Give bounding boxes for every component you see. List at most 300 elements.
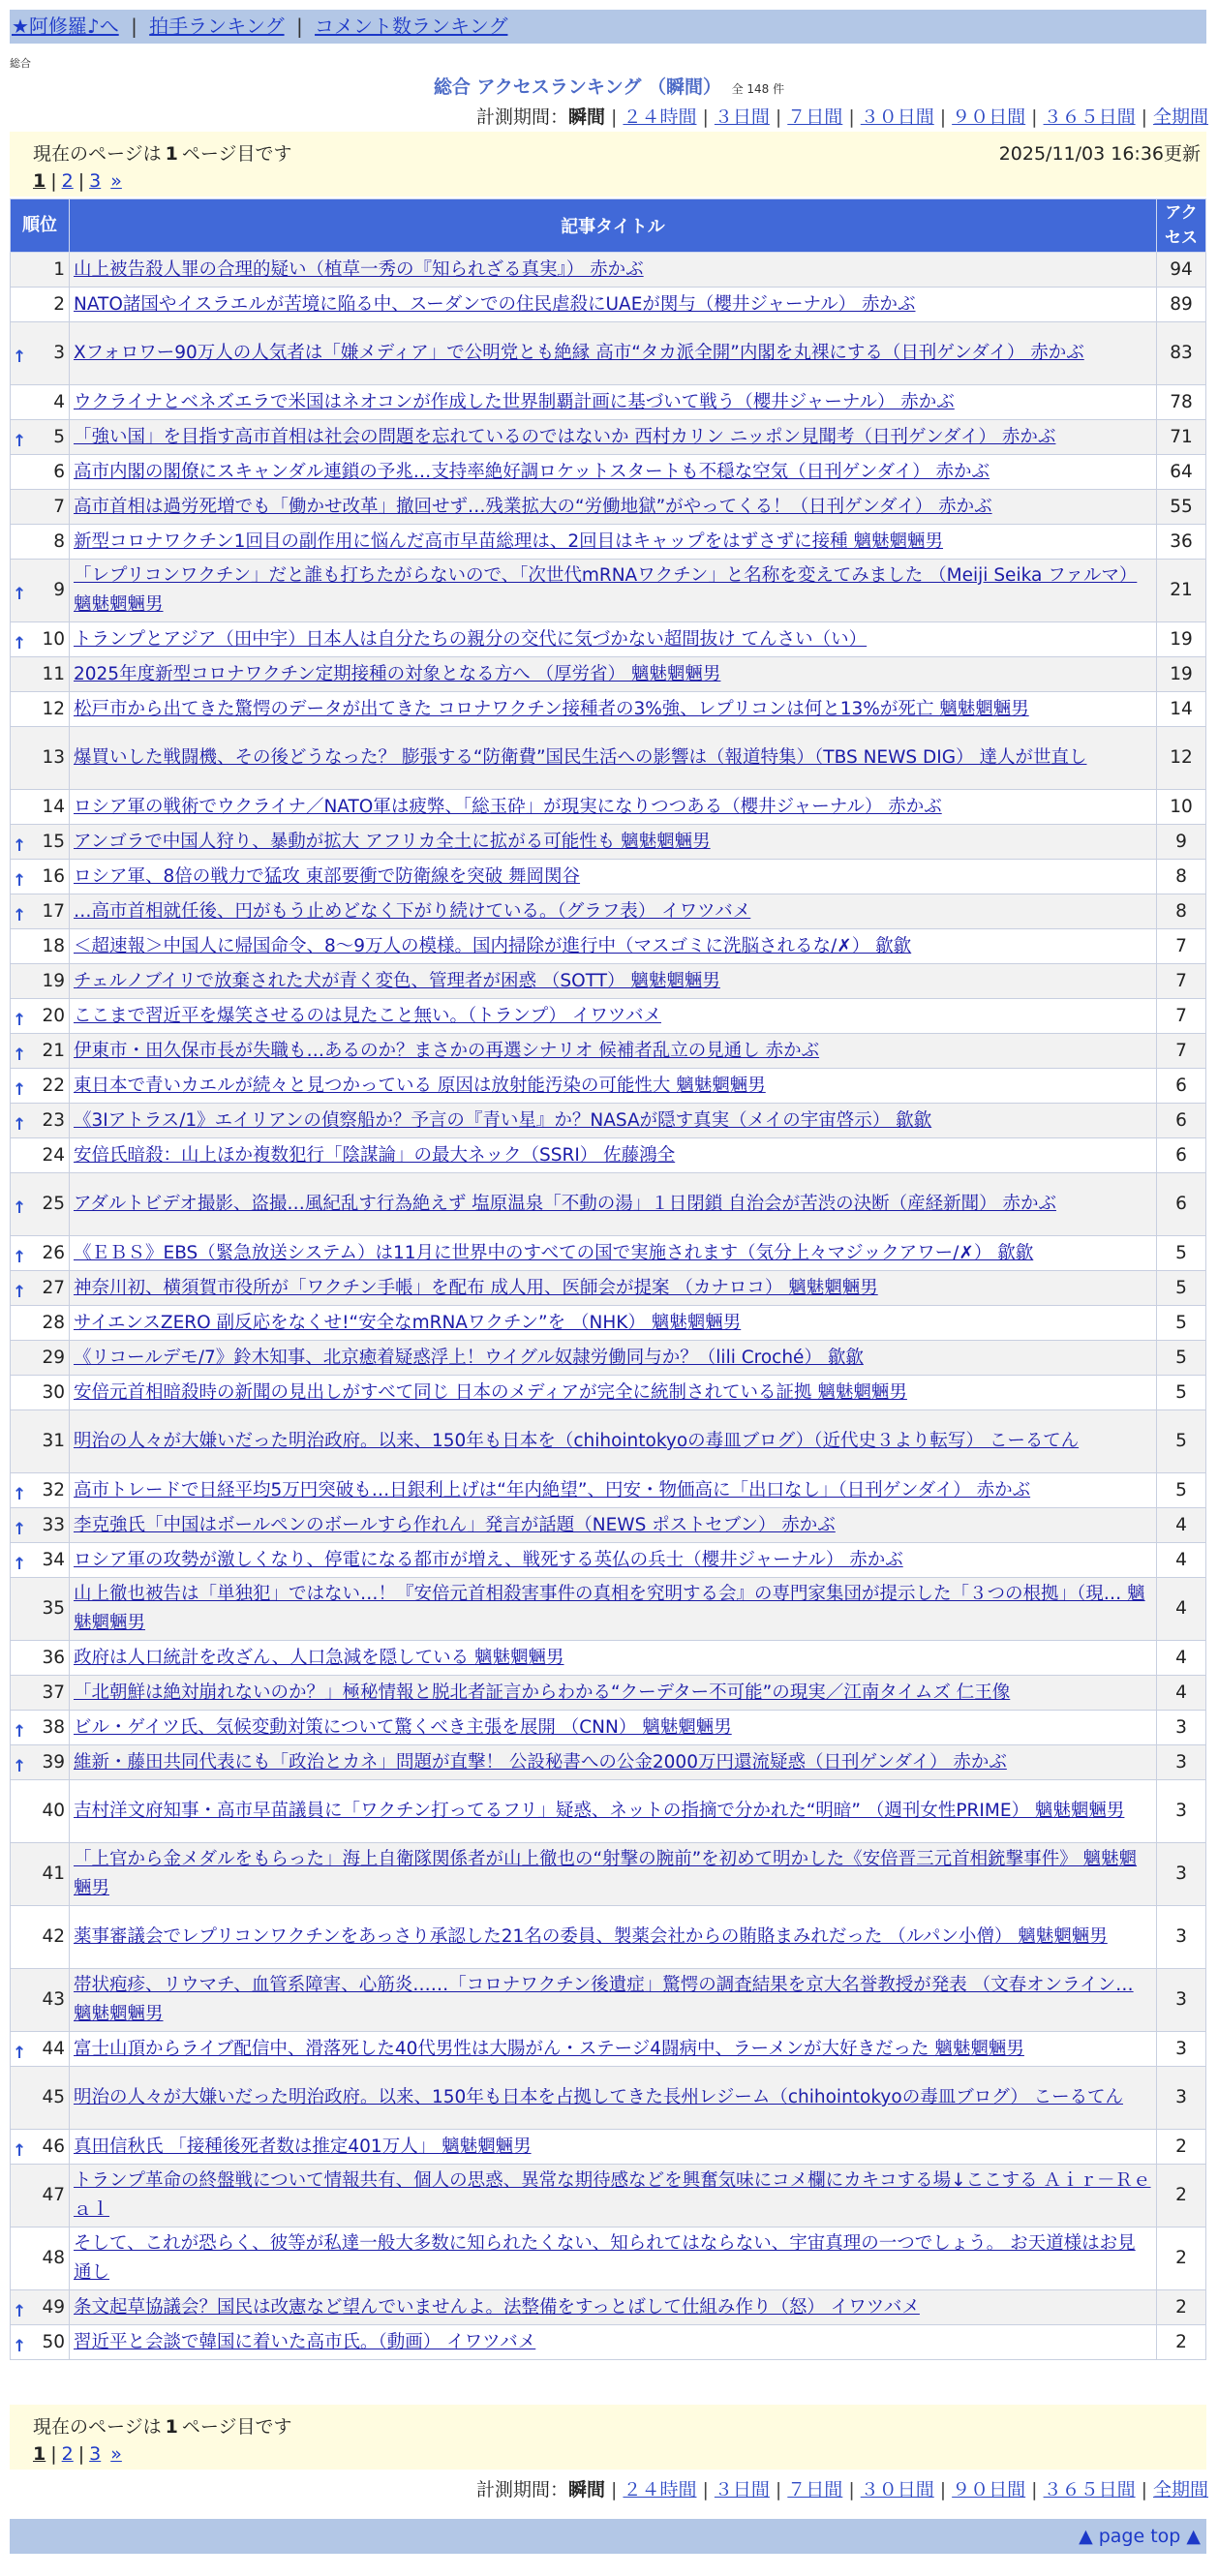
- rank-number: 4: [53, 391, 65, 412]
- table-row: [11, 1711, 1206, 1745]
- table-row: [11, 322, 1206, 385]
- access-count: 12: [1157, 727, 1206, 790]
- access-count: 71: [1157, 420, 1206, 455]
- article-link[interactable]: ここまで習近平を爆笑させるのは見たこと無い。（トランプ） イワツバメ: [74, 1005, 661, 1026]
- updated-timestamp: 2025/11/03 16:36更新: [998, 143, 1201, 165]
- access-count: 89: [1157, 288, 1206, 322]
- title-cell: [70, 2165, 1157, 2227]
- rank-number: 10: [42, 628, 65, 650]
- rank-number: 6: [53, 461, 65, 482]
- article-link[interactable]: 高市トレードで日経平均5万円突破も…日銀利上げは“年内絶望”、円安・物価高に「出口なし」（日刊ゲンダイ） 赤かぶ: [74, 1479, 1031, 1500]
- period-separator: |: [1031, 106, 1038, 128]
- rank-cell: [11, 825, 70, 860]
- access-count: 2: [1157, 2165, 1206, 2227]
- article-link[interactable]: トランプ革命の終盤戦について情報共有、個人の思惑、異常な期待感などを興奮気味にコメ欄にカキコする場↓ここする Ａｉｒ－Ｒｅａｌ: [74, 2170, 1151, 2220]
- table-row: [11, 1138, 1206, 1173]
- table-row: [11, 1034, 1206, 1069]
- access-count: 10: [1157, 790, 1206, 825]
- table-row: [11, 1341, 1206, 1376]
- rank-cell: [11, 1341, 70, 1376]
- title-cell: [70, 1676, 1157, 1711]
- article-link[interactable]: 「レプリコンワクチン」だと誰も打ちたがらないので、「次世代mRNAワクチン」と名称を変えてみました （Meiji Seika ファルマ） 魑魅魍魎男: [74, 565, 1138, 615]
- table-row: [11, 657, 1206, 692]
- period-separator: |: [611, 106, 618, 128]
- rank-cell: [11, 1676, 70, 1711]
- rank-cell: [11, 622, 70, 657]
- rank-cell: [11, 1306, 70, 1341]
- period-separator: |: [939, 106, 947, 128]
- rank-number: 38: [42, 1716, 65, 1738]
- period-selector: [476, 103, 1208, 129]
- rank-number: 42: [42, 1926, 65, 1947]
- rank-cell: [11, 322, 70, 385]
- rank-up-arrow-icon: ↑: [13, 2140, 27, 2161]
- access-count: 6: [1157, 1173, 1206, 1236]
- table-row: [11, 1271, 1206, 1306]
- rank-up-arrow-icon: ↑: [13, 1247, 27, 1267]
- article-link[interactable]: 維新・藤田共同代表にも「政治とカネ」問題が直撃！ 公設秘書への公金2000万円還流疑惑（日刊ゲンダイ） 赤かぶ: [74, 1751, 1007, 1773]
- rank-number: 31: [42, 1431, 65, 1451]
- rank-cell: [11, 288, 70, 322]
- access-count: 3: [1157, 1906, 1206, 1969]
- access-count: 3: [1157, 2067, 1206, 2130]
- period-current: 瞬間: [568, 2479, 606, 2500]
- period-link[interactable]: ３日間: [714, 106, 770, 128]
- table-row: [11, 420, 1206, 455]
- period-separator: |: [1031, 2479, 1038, 2500]
- period-selector-bottom: [476, 2475, 1208, 2501]
- rank-up-arrow-icon: ↑: [13, 1282, 27, 1302]
- period-link[interactable]: ７日間: [787, 2479, 843, 2500]
- rank-number: 43: [42, 1989, 65, 2010]
- access-count: 7: [1157, 964, 1206, 999]
- rank-cell: [11, 1069, 70, 1104]
- access-count: 6: [1157, 1104, 1206, 1138]
- rank-number: 13: [42, 747, 65, 768]
- table-row: [11, 1508, 1206, 1543]
- rank-up-arrow-icon: ↑: [13, 1010, 27, 1030]
- pager-current-page: 1: [33, 170, 46, 192]
- article-link[interactable]: 伊東市・田久保市長が失職も…あるのか？まさかの再選シナリオ 候補者乱立の見通し 赤かぶ: [74, 1040, 820, 1061]
- table-row: [11, 1473, 1206, 1508]
- title-cell: [70, 727, 1157, 790]
- pagination: [33, 2443, 122, 2465]
- table-row: [11, 1745, 1206, 1780]
- title-cell: [70, 2325, 1157, 2360]
- article-link[interactable]: ウクライナとベネズエラで米国はネオコンが作成した世界制覇計画に基づいて戦う（櫻井ジャーナル） 赤かぶ: [74, 391, 955, 412]
- rank-number: 25: [42, 1194, 65, 1214]
- title-cell: [70, 825, 1157, 860]
- title-cell: [70, 420, 1157, 455]
- period-link[interactable]: ２４時間: [623, 2479, 697, 2500]
- table-row: [11, 1104, 1206, 1138]
- article-link[interactable]: 習近平と会談で韓国に着いた高市氏。（動画） イワツバメ: [74, 2331, 536, 2352]
- article-link[interactable]: 2025年度新型コロナワクチン定期接種の対象となる方へ （厚労省） 魑魅魍魎男: [74, 663, 721, 684]
- rank-cell: [11, 253, 70, 288]
- rank-number: 35: [42, 1598, 65, 1619]
- pager-next-link[interactable]: »: [110, 2443, 122, 2465]
- title-cell: [70, 1473, 1157, 1508]
- table-row: [11, 1843, 1206, 1906]
- rank-up-arrow-icon: ↑: [13, 2043, 27, 2063]
- access-count: 4: [1157, 1578, 1206, 1641]
- rank-cell: [11, 385, 70, 420]
- table-row: [11, 1236, 1206, 1271]
- title-cell: [70, 860, 1157, 894]
- rank-cell: [11, 455, 70, 490]
- article-link[interactable]: 松戸市から出てきた驚愕のデータが出てきた コロナワクチン接種者の3%強、レプリコンは何と13%が死亡 魑魅魍魎男: [74, 698, 1029, 719]
- rank-cell: [11, 1969, 70, 2032]
- ranking-heading: 総合 アクセスランキング （瞬間）: [433, 76, 721, 98]
- table-row: [11, 2067, 1206, 2130]
- article-link[interactable]: ロシア軍の攻勢が激しくなり、停電になる都市が増え、戦死する英仏の兵士（櫻井ジャーナル） 赤かぶ: [74, 1549, 903, 1570]
- table-row: [11, 385, 1206, 420]
- rank-number: 37: [42, 1682, 65, 1703]
- rank-number: 22: [42, 1075, 65, 1096]
- article-link[interactable]: …高市首相就任後、円がもう止めどなく下がり続けている。（グラフ表） イワツバメ: [74, 900, 751, 922]
- table-row: [11, 999, 1206, 1034]
- period-link[interactable]: ３０日間: [860, 106, 934, 128]
- title-cell: [70, 455, 1157, 490]
- applause-ranking-link[interactable]: 拍手ランキング: [149, 15, 285, 38]
- pager-page-link[interactable]: 3: [89, 2443, 102, 2465]
- table-row: [11, 288, 1206, 322]
- page-number: 1: [165, 2416, 178, 2438]
- title-cell: [70, 1969, 1157, 2032]
- rank-up-arrow-icon: ↑: [13, 905, 27, 925]
- table-row: [11, 1676, 1206, 1711]
- table-row: [11, 1173, 1206, 1236]
- article-link[interactable]: 帯状疱疹、リウマチ、血管系障害、心筋炎……「コロナワクチン後遺症」驚愕の調査結果を京大名誉教授が発表 （文春オンライン… 魑魅魍魎男: [74, 1975, 1134, 2024]
- article-link[interactable]: 条文起草協議会？国民は改憲など望んでいませんよ。法整備をすっとばして仕組み作り（怒） イワツバメ: [74, 2296, 920, 2318]
- table-row: [11, 1969, 1206, 2032]
- title-cell: [70, 2032, 1157, 2067]
- period-link[interactable]: ３６５日間: [1043, 106, 1136, 128]
- article-link[interactable]: 安倍氏暗殺：山上ほか複数犯行「陰謀論」の最大ネック（SSRI） 佐藤鴻全: [74, 1144, 676, 1166]
- article-link[interactable]: ビル・ゲイツ氏、気候変動対策について驚くべき主張を展開 （CNN） 魑魅魍魎男: [74, 1716, 732, 1738]
- access-count: 3: [1157, 1780, 1206, 1843]
- pager-separator: |: [77, 170, 85, 192]
- page-text-pre: 現在のページは: [33, 143, 162, 165]
- rank-cell: [11, 929, 70, 964]
- article-link[interactable]: ロシア軍の戦術でウクライナ／NATO軍は疲弊、「総玉砕」が現実になりつつある（櫻井ジャーナル） 赤かぶ: [74, 796, 942, 817]
- table-row: [11, 2032, 1206, 2067]
- period-link[interactable]: ３日間: [714, 2479, 770, 2500]
- table-row: [11, 964, 1206, 999]
- article-link[interactable]: 政府は人口統計を改ざん、人口急減を隠している 魑魅魍魎男: [74, 1647, 564, 1668]
- table-row: [11, 1780, 1206, 1843]
- access-count: 64: [1157, 455, 1206, 490]
- article-link[interactable]: 《リコールデモ/7》鈴木知事、北京癒着疑惑浮上！ウイグル奴隷労働同与か？（lili Croché） 歙歙: [74, 1347, 864, 1368]
- access-count: 14: [1157, 692, 1206, 727]
- title-cell: [70, 692, 1157, 727]
- rank-up-arrow-icon: ↑: [13, 1756, 27, 1776]
- rank-cell: [11, 525, 70, 560]
- access-count: 5: [1157, 1473, 1206, 1508]
- rank-cell: [11, 1173, 70, 1236]
- comment-ranking-link[interactable]: コメント数ランキング: [315, 15, 508, 38]
- period-link[interactable]: ３０日間: [860, 2479, 934, 2500]
- access-count: 2: [1157, 2325, 1206, 2360]
- access-count: 2: [1157, 2227, 1206, 2290]
- title-cell: [70, 1843, 1157, 1906]
- top-nav-bar: [10, 10, 1206, 44]
- rank-up-arrow-icon: ↑: [13, 1484, 27, 1504]
- access-count: 55: [1157, 490, 1206, 525]
- rank-number: 8: [53, 530, 65, 552]
- rank-cell: [11, 657, 70, 692]
- rank-number: 19: [42, 970, 65, 991]
- article-link[interactable]: 高市内閣の閣僚にスキャンダル連鎖の予兆…支持率絶好調ロケットスタートも不穏な空気（日刊ゲンダイ） 赤かぶ: [74, 461, 990, 482]
- title-cell: [70, 1069, 1157, 1104]
- article-link[interactable]: 薬事審議会でレプリコンワクチンをあっさり承認した21名の委員、製薬会社からの賄賂まみれだった （ルパン小僧） 魑魅魍魎男: [74, 1926, 1108, 1947]
- article-link[interactable]: 富士山頂からライブ配信中、滑落死した40代男性は大腸がん・ステージ4闘病中、ラーメンが大好きだった 魑魅魍魎男: [74, 2038, 1024, 2059]
- table-row: [11, 2227, 1206, 2290]
- title-cell: [70, 1745, 1157, 1780]
- rank-cell: [11, 692, 70, 727]
- rank-number: 1: [53, 258, 65, 280]
- article-link[interactable]: 爆買いした戦闘機、その後どうなった？ 膨張する“防衛費”国民生活への影響は（報道特集）（TBS NEWS DIG） 達人が世直し: [74, 747, 1087, 768]
- period-link[interactable]: ９０日間: [952, 2479, 1026, 2500]
- rank-up-arrow-icon: ↑: [13, 870, 27, 891]
- rank-up-arrow-icon: ↑: [13, 1198, 27, 1218]
- access-count: 2: [1157, 2290, 1206, 2325]
- access-count: 3: [1157, 1745, 1206, 1780]
- table-row: [11, 622, 1206, 657]
- table-row: [11, 1376, 1206, 1410]
- article-link[interactable]: 明治の人々が大嫌いだった明治政府。以来、150年も日本を（chihointokyoの毒皿ブログ）（近代史３より転写） こーるてん: [74, 1431, 1080, 1451]
- rank-number: 47: [42, 2185, 65, 2205]
- period-link[interactable]: 全期間: [1152, 106, 1208, 128]
- current-page-text: [33, 139, 291, 166]
- table-row: [11, 1543, 1206, 1578]
- rank-cell: [11, 790, 70, 825]
- rank-up-arrow-icon: ↑: [13, 2301, 27, 2321]
- rank-up-arrow-icon: ↑: [13, 1114, 27, 1135]
- article-link[interactable]: 東日本で青いカエルが続々と見つかっている 原因は放射能汚染の可能性大 魑魅魍魎男: [74, 1075, 766, 1096]
- title-cell: [70, 2130, 1157, 2165]
- rank-cell: [11, 1578, 70, 1641]
- table-row: [11, 1641, 1206, 1676]
- title-cell: [70, 622, 1157, 657]
- table-row: [11, 790, 1206, 825]
- title-cell: [70, 2290, 1157, 2325]
- header-rank: 順位: [11, 199, 70, 253]
- access-count: 83: [1157, 322, 1206, 385]
- pager-page-link[interactable]: 2: [61, 170, 74, 192]
- rank-cell: [11, 1543, 70, 1578]
- rank-up-arrow-icon: ↑: [13, 1079, 27, 1100]
- access-count: 4: [1157, 1543, 1206, 1578]
- rank-up-arrow-icon: ↑: [13, 633, 27, 653]
- rank-number: 48: [42, 2248, 65, 2268]
- rank-number: 23: [42, 1109, 65, 1131]
- period-separator: |: [702, 2479, 709, 2500]
- page-title: [0, 73, 1218, 99]
- period-link[interactable]: ９０日間: [952, 106, 1026, 128]
- current-page-text: [33, 2412, 291, 2439]
- article-link[interactable]: 安倍元首相暗殺時の新聞の見出しがすべて同じ 日本のメディアが完全に統制されている証拠 魑魅魍魎男: [74, 1381, 907, 1403]
- rank-number: 44: [42, 2038, 65, 2059]
- access-count: 94: [1157, 253, 1206, 288]
- rank-number: 40: [42, 1801, 65, 1821]
- title-cell: [70, 253, 1157, 288]
- rank-cell: [11, 1843, 70, 1906]
- article-link[interactable]: 《ＥＢＳ》EBS（緊急放送システム）は11月に世界中のすべての国で実施されます（気分上々マジックアワー/✗） 歙歙: [74, 1242, 1034, 1263]
- pager-page-link[interactable]: 3: [89, 170, 102, 192]
- title-cell: [70, 1341, 1157, 1376]
- article-link[interactable]: チェルノブイリで放棄された犬が青く変色、管理者が困惑 （SOTT） 魑魅魍魎男: [74, 970, 720, 991]
- title-cell: [70, 1376, 1157, 1410]
- total-count: 全 148 件: [731, 82, 785, 96]
- article-link[interactable]: アンゴラで中国人狩り、暴動が拡大 アフリカ全土に拡がる可能性も 魑魅魍魎男: [74, 831, 711, 852]
- rank-up-arrow-icon: ↑: [13, 585, 27, 604]
- table-row: [11, 860, 1206, 894]
- access-count: 9: [1157, 825, 1206, 860]
- rank-cell: [11, 2290, 70, 2325]
- article-link[interactable]: Xフォロワー90万人の人気者は「嫌メディア」で公明党とも絶縁 高市“タカ派全開”内閣を丸裸にする（日刊ゲンダイ） 赤かぶ: [74, 343, 1084, 363]
- title-cell: [70, 1641, 1157, 1676]
- rank-number: 16: [42, 865, 65, 887]
- article-link[interactable]: そして、これが恐らく、彼等が私達一般大多数に知られたくない、知られてはならない、宇宙真理の一つでしょう。 お天道様はお見通し: [74, 2233, 1136, 2283]
- access-count: 7: [1157, 1034, 1206, 1069]
- rank-number: 11: [42, 663, 65, 684]
- header-access: アクセス: [1157, 199, 1206, 253]
- title-cell: [70, 490, 1157, 525]
- access-count: 5: [1157, 1341, 1206, 1376]
- article-link[interactable]: ＜超速報＞中国人に帰国命令、8～9万人の模様。国内掃除が進行中（マスゴミに洗脳されるな/✗） 歙歙: [74, 935, 912, 956]
- rank-number: 26: [42, 1242, 65, 1263]
- rank-cell: [11, 2325, 70, 2360]
- table-row: [11, 2290, 1206, 2325]
- period-label: 計測期間：: [476, 2479, 569, 2500]
- rank-up-arrow-icon: ↑: [13, 1519, 27, 1539]
- pager-page-link[interactable]: 2: [61, 2443, 74, 2465]
- rank-up-arrow-icon: ↑: [13, 835, 27, 856]
- table-row: [11, 894, 1206, 929]
- title-cell: [70, 964, 1157, 999]
- access-count: 7: [1157, 929, 1206, 964]
- rank-number: 14: [42, 796, 65, 817]
- article-link[interactable]: 真田信秋氏 「接種後死者数は推定401万人」 魑魅魍魎男: [74, 2136, 532, 2157]
- rank-number: 39: [42, 1751, 65, 1773]
- title-cell: [70, 525, 1157, 560]
- rank-number: 5: [53, 426, 65, 447]
- page-number: 1: [165, 143, 178, 165]
- category-label: 総合: [10, 57, 31, 70]
- title-cell: [70, 322, 1157, 385]
- rank-up-arrow-icon: ↑: [13, 2336, 27, 2356]
- article-link[interactable]: 吉村洋文府知事・高市早苗議員に「ワクチン打ってるフリ」疑惑、ネットの指摘で分かれた“明暗” （週刊女性PRIME） 魑魅魍魎男: [74, 1801, 1125, 1821]
- access-count: 3: [1157, 1843, 1206, 1906]
- rank-number: 33: [42, 1514, 65, 1535]
- article-link[interactable]: ロシア軍、8倍の戦力で猛攻 東部要衝で防衛線を突破 舞岡関谷: [74, 865, 581, 887]
- page-text-post: ページ目です: [181, 2416, 292, 2438]
- article-link[interactable]: アダルトビデオ撮影、盗撮…風紀乱す行為絶えず 塩原温泉「不動の湯」１日閉鎖 自治会が苦渋の決断（産経新聞） 赤かぶ: [74, 1194, 1056, 1214]
- rank-cell: [11, 420, 70, 455]
- rank-cell: [11, 560, 70, 622]
- article-link[interactable]: 新型コロナワクチン1回目の副作用に悩んだ高市早苗総理は、2回目はキャップをはずさずに接種 魑魅魍魎男: [74, 530, 944, 552]
- article-link[interactable]: 山上被告殺人罪の合理的疑い（植草一秀の『知られざる真実』） 赤かぶ: [74, 258, 644, 280]
- rank-number: 49: [42, 2296, 65, 2318]
- title-cell: [70, 1780, 1157, 1843]
- table-row: [11, 692, 1206, 727]
- title-cell: [70, 1578, 1157, 1641]
- table-row: [11, 1578, 1206, 1641]
- table-row: [11, 2165, 1206, 2227]
- article-link[interactable]: 高市首相は過労死増でも「働かせ改革」撤回せず…残業拡大の“労働地獄”がやってくる！（日刊ゲンダイ） 赤かぶ: [74, 496, 992, 517]
- pagination: [33, 170, 122, 192]
- title-cell: [70, 1034, 1157, 1069]
- access-count: 6: [1157, 1069, 1206, 1104]
- pager-separator: |: [77, 2443, 85, 2465]
- rank-cell: [11, 1236, 70, 1271]
- title-cell: [70, 1906, 1157, 1969]
- rank-number: 41: [42, 1864, 65, 1884]
- table-row: [11, 253, 1206, 288]
- rank-cell: [11, 894, 70, 929]
- rank-number: 36: [42, 1647, 65, 1668]
- article-link[interactable]: NATO諸国やイスラエルが苦境に陥る中、スーダンでの住民虐殺にUAEが関与（櫻井ジャーナル） 赤かぶ: [74, 293, 916, 315]
- period-link[interactable]: ２４時間: [623, 106, 697, 128]
- nav-separator: |: [295, 15, 303, 38]
- rank-number: 18: [42, 935, 65, 956]
- rank-cell: [11, 1138, 70, 1173]
- rank-number: 7: [53, 496, 65, 517]
- rank-up-arrow-icon: ↑: [13, 1721, 27, 1742]
- rank-cell: [11, 1711, 70, 1745]
- article-link[interactable]: 山上徹也被告は「単独犯」ではない…！『安倍元首相殺害事件の真相を究明する会』の専門家集団が提示した「３つの根拠」（現… 魑魅魍魎男: [74, 1584, 1145, 1633]
- title-cell: [70, 790, 1157, 825]
- rank-cell: [11, 1104, 70, 1138]
- article-link[interactable]: 明治の人々が大嫌いだった明治政府。以来、150年も日本を占拠してきた長州レジーム（chihointokyoの毒皿ブログ） こーるてん: [74, 2087, 1123, 2107]
- period-link[interactable]: 全期間: [1152, 2479, 1208, 2500]
- period-link[interactable]: ７日間: [787, 106, 843, 128]
- article-link[interactable]: 神奈川初、横須賀市役所が「ワクチン手帳」を配布 成人用、医師会が提案 （カナロコ） 魑魅魍魎男: [74, 1277, 878, 1298]
- access-count: 5: [1157, 1410, 1206, 1473]
- article-link[interactable]: 李克強氏「中国はボールペンのボールすら作れん」発言が話題（NEWS ポストセブン） 赤かぶ: [74, 1514, 836, 1535]
- period-current: 瞬間: [568, 106, 606, 128]
- article-link[interactable]: 《3Iアトラス/1》エイリアンの偵察船か？予言の『青い星』か？NASAが隠す真実（メイの宇宙啓示） 歙歙: [74, 1109, 932, 1131]
- access-count: 5: [1157, 1236, 1206, 1271]
- rank-number: 24: [42, 1144, 65, 1166]
- period-link[interactable]: ３６５日間: [1043, 2479, 1136, 2500]
- title-cell: [70, 657, 1157, 692]
- article-link[interactable]: 「上官から金メダルをもらった」海上自衛隊関係者が山上徹也の“射撃の腕前”を初めて明かした《安倍晋三元首相銃撃事件》 魑魅魍魎男: [74, 1849, 1138, 1898]
- page-top-link[interactable]: ▲ page top ▲: [1079, 2526, 1201, 2547]
- title-cell: [70, 1508, 1157, 1543]
- period-separator: |: [1141, 2479, 1147, 2500]
- article-link[interactable]: 「強い国」を目指す高市首相は社会の問題を忘れているのではないか 西村カリン ニッポン見聞考（日刊ゲンダイ） 赤かぶ: [74, 426, 1056, 447]
- article-link[interactable]: トランプとアジア（田中宇）日本人は自分たちの親分の交代に気づかない超間抜け てんさい（い）: [74, 628, 868, 650]
- access-count: 8: [1157, 894, 1206, 929]
- access-count: 4: [1157, 1676, 1206, 1711]
- pager-next-link[interactable]: »: [110, 170, 122, 192]
- title-cell: [70, 1104, 1157, 1138]
- home-link[interactable]: ★阿修羅♪へ: [12, 15, 119, 38]
- table-row: [11, 1906, 1206, 1969]
- rank-cell: [11, 1376, 70, 1410]
- access-count: 4: [1157, 1508, 1206, 1543]
- title-cell: [70, 2227, 1157, 2290]
- access-count: 78: [1157, 385, 1206, 420]
- table-row: [11, 2130, 1206, 2165]
- table-row: [11, 2325, 1206, 2360]
- title-cell: [70, 560, 1157, 622]
- article-link[interactable]: サイエンスZERO 副反応をなくせ!“安全なmRNAワクチン”を （NHK） 魑魅魍魎男: [74, 1312, 742, 1333]
- rank-cell: [11, 727, 70, 790]
- article-link[interactable]: 「北朝鮮は絶対崩れないのか？」極秘情報と脱北者証言からわかる“クーデター不可能”の現実／江南タイムズ 仁王像: [74, 1682, 1011, 1703]
